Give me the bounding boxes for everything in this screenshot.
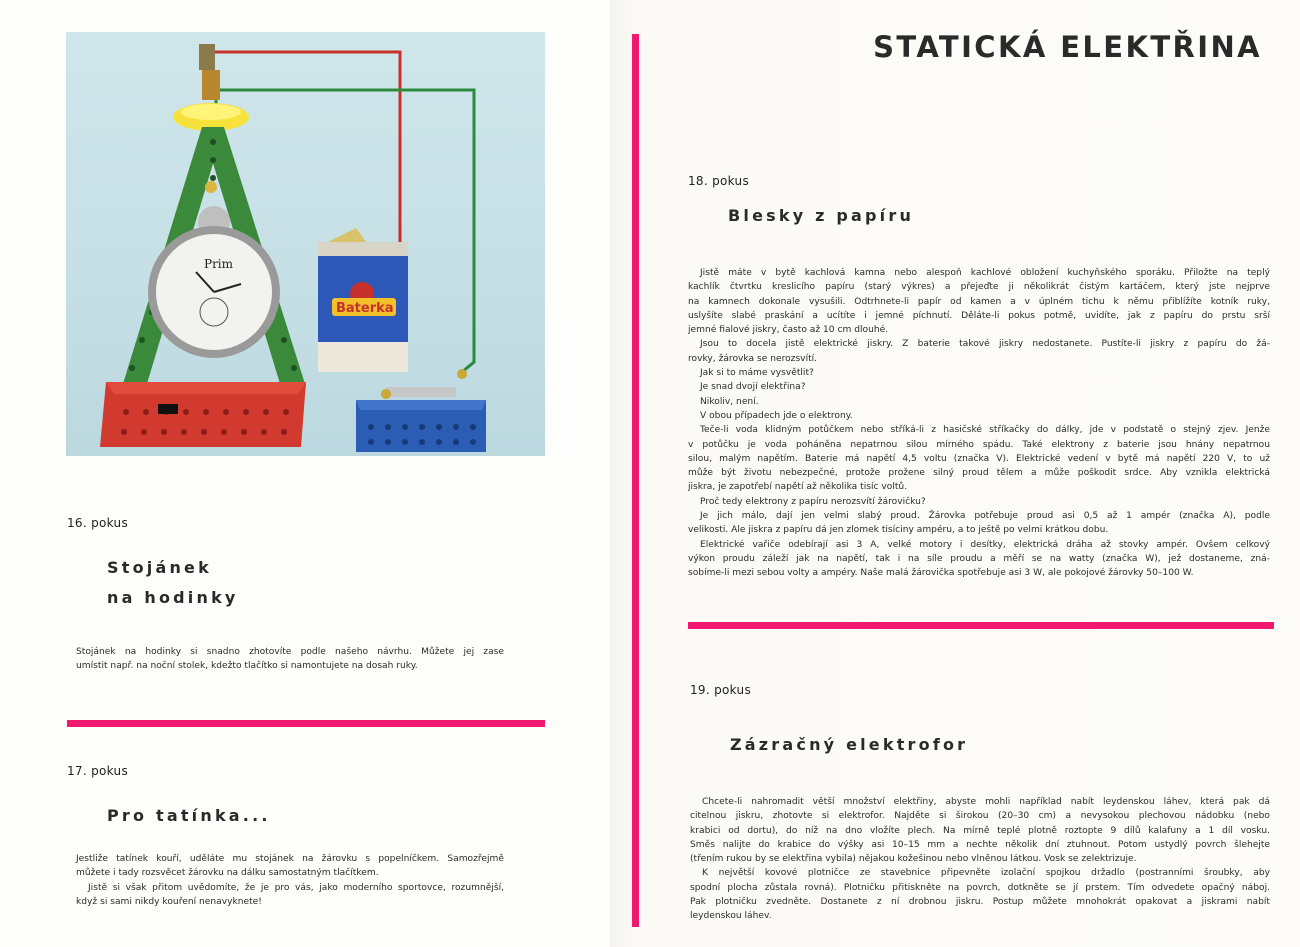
paragraph-line: citelnou jiskru, zhotovte si elektrofor. Najděte si širokou (20–30 cm) a nevysokou plechovou nádobku (nebo [690,811,1270,822]
experiment-16-title-line2: na hodinky [107,588,239,607]
paragraph-line: Je snad dvojí elektřina? [700,382,806,393]
paragraph-line: Jak si to máme vysvětlit? [700,368,814,379]
paragraph-line: V obou případech jde o elektrony. [700,410,853,421]
paragraph-line: sobíme-li mezi sebou volty a ampéry. Naše malá žárovička spotřebuje asi 3 W, ale pokojové žárovky 50–100 W. [688,568,1194,579]
section-divider [688,622,1274,629]
paragraph-line: Je jich málo, dají jen velmi slabý proud. Žárovka potřebuje proud asi 0,5 až 1 ampér (značka A), podle [700,511,1270,522]
paragraph-line: Chcete-li nahromadit větší množství elektřiny, abyste mohli například nabít leydenskou láhev, která pak dá [702,797,1270,807]
photo-watch-stand [66,32,545,456]
paragraph-line: uslyšíte slabé praskání a ucítíte i jemné píchnutí. Děláte-li pokus potmě, uvidíte, jak z papíru do prstu srší [688,310,1270,321]
experiment-19-label: 19. pokus [690,683,751,697]
paragraph-line: Jestliže tatínek kouří, uděláte mu stojánek na žárovku s popelníčkem. Samozřejmě [76,854,504,864]
experiment-16-label: 16. pokus [67,516,128,530]
paragraph-line: v potůčku je voda poháněna nepatrnou silou mírného spádu. Také elektrony z baterie jsou hnány nepatrnou [688,439,1270,450]
paragraph-line: výkon proudu záleží jak na napětí, tak i na síle proudu a měří se na watty (značka W), jež dostaneme, zná- [688,553,1270,564]
paragraph-line: Elektrické vařiče odebírají asi 3 A, velké motory i desítky, elektrická dráha až stovky ampér. Ovšem celkový [700,539,1270,550]
paragraph-line: silou, malým napětím. Baterie má napětí 4,5 voltu (značka V). Elektrické vedení v bytě má napětí 220 V, to už [688,453,1270,464]
paragraph-line: Jsou to docela jistě elektrické jiskry. Z baterie takové jiskry nedostanete. Pustíte-li jiskry z papíru do žá- [700,339,1270,350]
paragraph-line: Proč tedy elektrony z papíru nerozsvítí žárovičku? [700,496,926,507]
experiment-18-label: 18. pokus [688,174,749,188]
section-divider [67,720,545,727]
experiment-18-text [688,266,1270,581]
paragraph-line: na kamnech dokonale vysušili. Odtrhnete-li papír od kamen a v úplném tichu k němu přiblížíte kotník ruky, [688,296,1270,307]
experiment-16-title [107,553,239,613]
experiment-19-text [690,795,1270,924]
paragraph-line: leydenskou láhev. [690,911,772,922]
paragraph-line: K největší kovové plotničce ze stavebnice připevněte izolační spojkou držadlo (postranními šroubky, aby [702,868,1270,879]
battery-brand-label: Baterka [336,301,394,316]
paragraph-line: Pak plotničku zvedněte. Dostanete z ní drobnou jiskru. Postup můžete mnohokrát opakovat a jiskrami nabít [690,897,1270,908]
experiment-18-title: Blesky z papíru [728,206,915,225]
paragraph-line: může být životu nebezpečné, protože prožene silný proud tělem a může poškodit srdce. Aby vznikla elektrická [688,468,1270,479]
experiment-16-text [76,645,504,674]
experiment-17-text [76,852,504,909]
experiment-17-label: 17. pokus [67,764,128,778]
chapter-heading: STATICKÁ ELEKTŘINA [873,30,1262,64]
paragraph-line: můžete i tady rozsvěcet žárovku na dálku samostatným tlačítkem. [76,868,379,879]
paragraph-line: Jistě máte v bytě kachlová kamna nebo alespoň kachlové obložení kuchyňského sporáku. Přiložte na teplý [700,268,1270,278]
vertical-divider [632,34,639,927]
paragraph-line: Nikoliv, není. [700,396,759,407]
paragraph-line: (třením rukou by se elektřina vybila) nějakou kožešinou nebo vlněnou látkou. Vosk se zelektrizuje. [690,854,1137,865]
paragraph-line: když si sami nikdy kouření nenavyknete! [76,896,262,907]
right-page [610,0,1300,947]
paragraph-line: jemné fialové jiskry, často až 10 cm dlouhé. [688,325,889,336]
paragraph-line: Stojánek na hodinky si snadno zhotovíte podle našeho návrhu. Můžete jej zase [76,647,504,657]
experiment-17-title: Pro tatínka... [107,806,271,825]
paragraph-line: spodní plocha zůstala rovná). Plotničku přitiskněte na povrch, dotkněte se jí prstem. Tím odvedete opačný náboj. [690,882,1270,893]
paragraph-line: krabici od dortu), do níž na dno vložíte plech. Na mírně teplé plotně roztopte 9 dílů kalafuny a 1 díl vosku. [690,825,1270,836]
paragraph-line: velikosti. Ale jiskra z papíru dá jen zlomek tisíciny ampéru, a to ještě po velmi krátkou dobu. [688,525,1109,536]
experiment-16-title-line1: Stojánek [107,558,212,577]
photo-illustration [66,32,545,456]
paragraph-line: rovky, žárovka se nerozsvítí. [688,353,818,364]
paragraph-line: jiskra, je zapotřebí napětí až několika tisíc voltů. [688,482,908,493]
paragraph-line: umístit např. na noční stolek, kdežto tlačítko si namontujete na dosah ruky. [76,661,418,672]
experiment-19-title: Zázračný elektrofor [730,735,969,754]
left-page [0,0,610,947]
svg-text:Prim: Prim [204,257,234,271]
paragraph-line: Jistě si však přitom uvědomíte, že je pro vás, jako moderního sportovce, rozumnější, [88,882,504,893]
paragraph-line: Teče-li voda klidným potůčkem nebo stříká-li z hasičské stříkačky do dálky, jde v podstatě o stejný zjev. Jenže [700,425,1270,436]
paragraph-line: Směs nalijte do krabice do výšky asi 10–15 mm a nechte několik dní ztuhnout. Potom ustydlý povrch šlehejte [690,839,1270,850]
paragraph-line: kachlík čtvrtku kreslicího papíru (starý výkres) a přejeďte ji několikrát čistým kartáčem, který jste nejprve [688,282,1270,293]
